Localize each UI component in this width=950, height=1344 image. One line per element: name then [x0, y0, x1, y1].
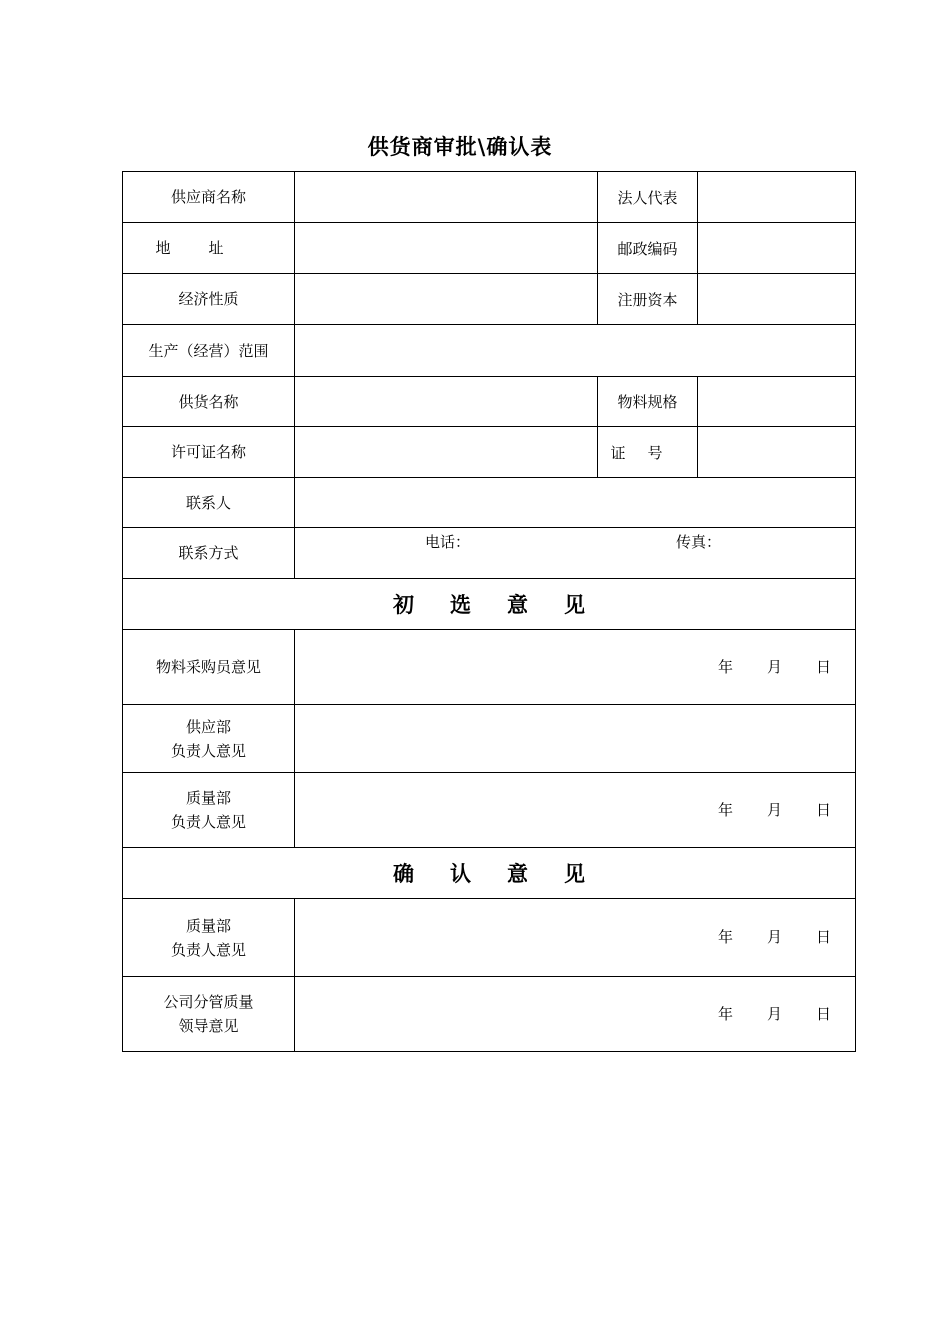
license-no-label: 证号 [598, 427, 698, 478]
quality-confirm-opinion-field[interactable] [295, 899, 856, 977]
phone-label: 电话： [425, 533, 471, 551]
supply-name-label: 供货名称 [123, 377, 295, 427]
registered-capital-field[interactable] [698, 274, 856, 325]
economic-nature-label: 经济性质 [123, 274, 295, 325]
supply-name-field[interactable] [295, 377, 598, 427]
supply-dept-opinion-field[interactable] [295, 705, 856, 773]
postal-code-field[interactable] [698, 223, 856, 274]
date-line: 年 月 日 [717, 928, 831, 946]
date-line: 年 月 日 [717, 657, 831, 676]
registered-capital-label: 注册资本 [598, 274, 698, 325]
contact-method-label: 联系方式 [123, 528, 295, 579]
form-title: 供货商审批\确认表 [367, 134, 553, 159]
quality-dept-opinion-label: 质量部 负责人意见 [123, 773, 295, 848]
license-name-field[interactable] [295, 427, 598, 478]
supplier-approval-form [122, 171, 856, 1052]
license-name-label: 许可证名称 [123, 427, 295, 478]
purchaser-opinion-label: 物料采购员意见 [123, 630, 295, 705]
purchaser-opinion-field[interactable] [295, 630, 856, 705]
supplier-name-label: 供应商名称 [123, 172, 295, 223]
contact-person-field[interactable] [295, 478, 856, 528]
legal-rep-label: 法人代表 [598, 172, 698, 223]
supplier-name-field[interactable] [295, 172, 598, 223]
company-leader-opinion-field[interactable] [295, 977, 856, 1052]
fax-label: 传真： [676, 533, 722, 551]
company-leader-opinion-label: 公司分管质量 领导意见 [123, 977, 295, 1052]
contact-method-field[interactable] [295, 528, 856, 579]
material-spec-field[interactable] [698, 377, 856, 427]
date-line: 年 月 日 [717, 800, 831, 819]
address-label: 地址 [123, 223, 295, 274]
supply-dept-opinion-label: 供应部 负责人意见 [123, 705, 295, 773]
license-no-field[interactable] [698, 427, 856, 478]
scope-label: 生产（经营）范围 [123, 325, 295, 377]
quality-confirm-opinion-label: 质量部 负责人意见 [123, 899, 295, 977]
address-field[interactable] [295, 223, 598, 274]
section-preliminary: 初选意见 [123, 579, 856, 630]
section-confirmation: 确认意见 [123, 848, 856, 899]
quality-dept-opinion-field[interactable] [295, 773, 856, 848]
date-line: 年 月 日 [717, 1004, 831, 1023]
material-spec-label: 物料规格 [598, 377, 698, 427]
economic-nature-field[interactable] [295, 274, 598, 325]
legal-rep-field[interactable] [698, 172, 856, 223]
scope-field[interactable] [295, 325, 856, 377]
postal-code-label: 邮政编码 [598, 223, 698, 274]
contact-person-label: 联系人 [123, 478, 295, 528]
